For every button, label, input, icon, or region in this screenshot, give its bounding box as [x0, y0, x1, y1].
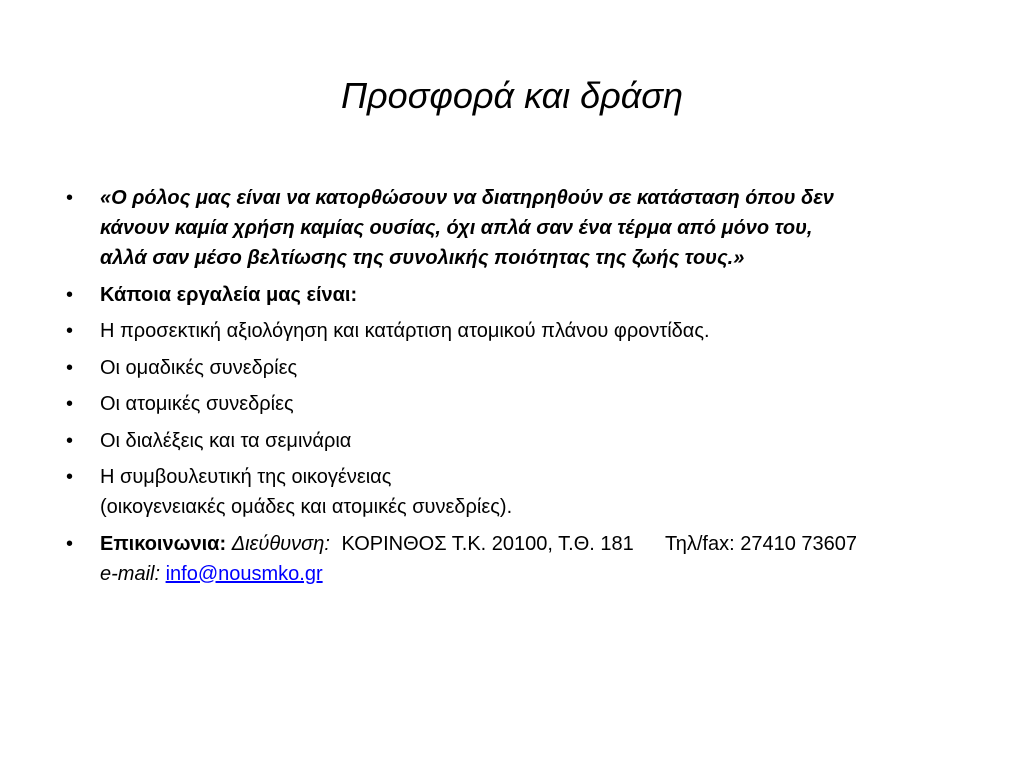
address-text: ΚΟΡΙΝΘΟΣ Τ.Κ. 20100, Τ.Θ. 181 [341, 532, 634, 555]
list-item-tools-heading [66, 280, 966, 310]
bullet-icon: • [66, 466, 74, 488]
phone-text: Τηλ/fax: 27410 73607 [664, 532, 857, 555]
bullet-icon: • [66, 283, 74, 306]
bullet-list [66, 183, 966, 595]
list-item-family-counseling [66, 462, 966, 522]
list-item-text: Οι διαλέξεις και τα σεμινάρια [100, 429, 352, 452]
list-item-contact [66, 529, 966, 589]
slide-title: Προσφορά και δράση [340, 75, 684, 116]
bullet-icon: • [66, 187, 74, 209]
list-item [66, 353, 966, 383]
list-item-text: Οι ομαδικές συνεδρίες [100, 356, 298, 379]
list-item [66, 316, 966, 346]
bullet-icon: • [66, 356, 74, 379]
quote-line: αλλά σαν μέσο βελτίωσης της συνολικής ποιότητας της ζωής τους.» [100, 247, 745, 269]
bullet-icon: • [66, 393, 74, 415]
bullet-icon: • [66, 320, 74, 342]
email-label: e-mail: [100, 562, 161, 585]
bullet-icon: • [66, 429, 74, 452]
list-item-quote [66, 183, 966, 273]
family-counseling-line2: (οικογενειακές ομάδες και ατομικές συνεδρίες). [100, 496, 513, 518]
contact-label: Επικοινωνια: [100, 532, 227, 555]
list-item [66, 389, 966, 419]
quote-line: κάνουν καμία χρήση καμίας ουσίας, όχι απλά σαν ένα τέρμα από μόνο του, [100, 217, 813, 239]
list-item-text: Η προσεκτική αξιολόγηση και κατάρτιση ατομικού πλάνου φροντίδας. [100, 320, 710, 342]
list-item-text: Οι ατομικές συνεδρίες [100, 393, 294, 415]
quote-line: «Ο ρόλος μας είναι να κατορθώσουν να διατηρηθούν σε κατάσταση όπου δεν [100, 187, 834, 209]
tools-heading: Κάποια εργαλεία μας είναι: [100, 283, 358, 306]
bullet-icon: • [66, 532, 74, 555]
address-label: Διεύθυνση: [231, 532, 330, 555]
family-counseling-line1: Η συμβουλευτική της οικογένειας [100, 466, 392, 488]
list-item [66, 426, 966, 456]
email-link[interactable]: info@nousmko.gr [165, 562, 323, 585]
